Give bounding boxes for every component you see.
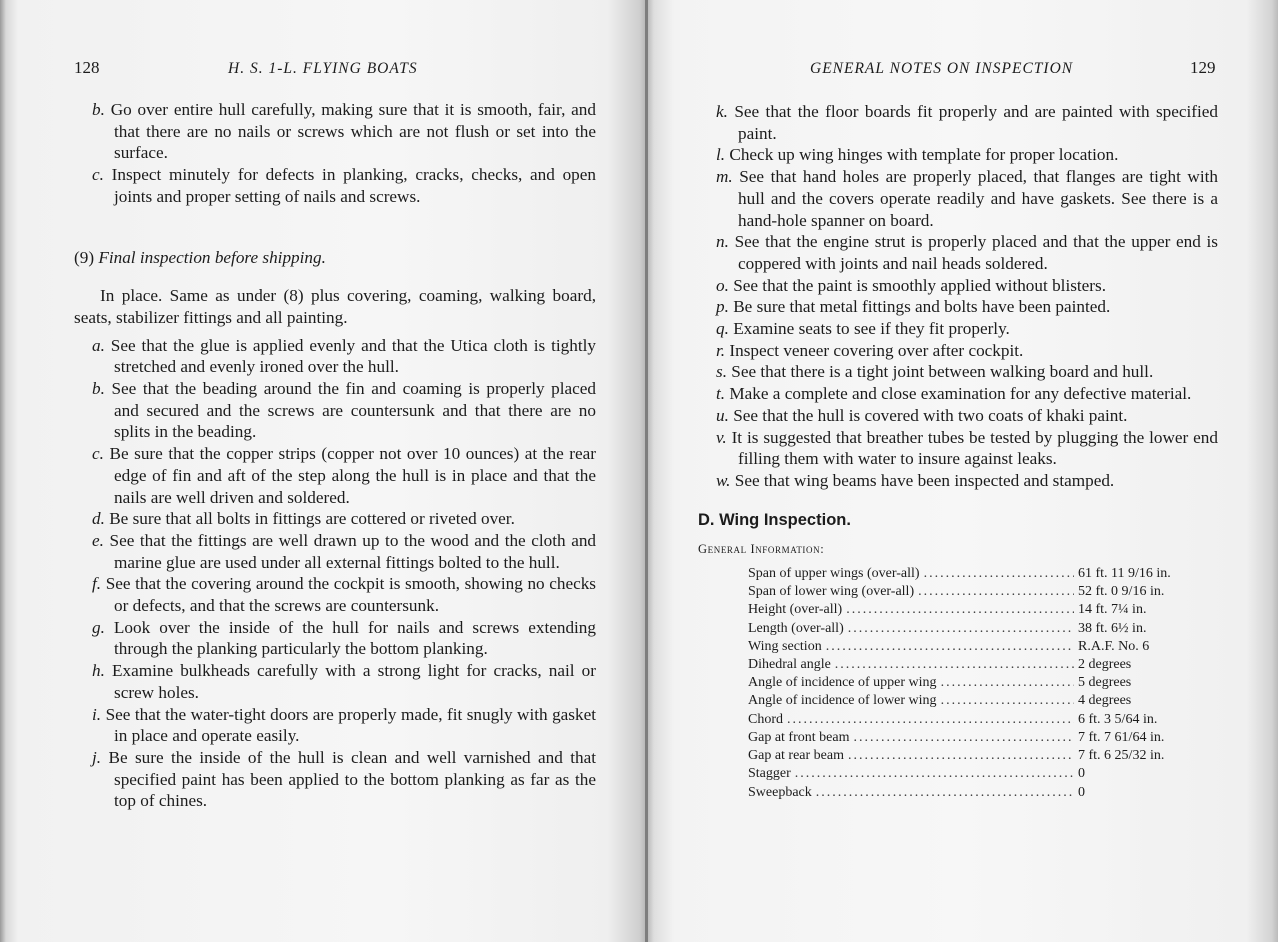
spec-label: Height (over-all) <box>748 602 843 618</box>
leader-dots <box>846 601 1074 619</box>
spec-label: Sweepback <box>748 784 812 800</box>
list-item: a. See that the glue is applied evenly and that the Utica cloth is tightly stretched and evenly ironed over the hull. <box>92 335 596 377</box>
list-item: u. See that the hull is covered with two coats of khaki paint. <box>716 405 1128 425</box>
spec-value: 6 ft. 3 5/64 in. <box>1078 711 1158 727</box>
leader-dots <box>816 784 1074 802</box>
right-running-title: GENERAL NOTES ON INSPECTION <box>810 60 1074 77</box>
list-item: n. See that the engine strut is properly placed and that the upper end is coppered with joints and nail heads soldered. <box>716 232 1218 273</box>
section-title: (9) Final inspection before shipping. <box>74 247 326 267</box>
spec-label: Chord <box>748 711 783 727</box>
spec-row <box>748 601 1178 619</box>
spec-value: 52 ft. 0 9/16 in. <box>1078 584 1165 600</box>
spec-label: Stagger <box>748 766 791 782</box>
spec-label: Span of lower wing (over-all) <box>748 584 915 600</box>
list-item: c. Inspect minutely for defects in planking, cracks, checks, and open joints and proper setting of nails and screws. <box>92 165 596 206</box>
right-page-number: 129 <box>1190 58 1216 77</box>
spec-label: Dihedral angle <box>748 657 831 673</box>
wing-spec-table <box>748 565 1178 802</box>
spec-value: 7 ft. 6 25/32 in. <box>1078 748 1165 764</box>
leader-dots <box>853 729 1074 747</box>
spec-label: Span of upper wings (over-all) <box>748 566 920 582</box>
leader-dots <box>941 674 1074 692</box>
list-item: b. Go over entire hull carefully, making sure that it is smooth, fair, and that there are no nails or screws which are not flush or set into the surface. <box>92 100 596 163</box>
list-item: m. See that hand holes are properly placed, that flanges are tight with hull and the covers operate readily and have gaskets. See there is a hand-hole spanner on board. <box>716 167 1218 230</box>
spec-value: 2 degrees <box>1078 657 1132 673</box>
spec-row <box>748 656 1178 674</box>
list-item: r. Inspect veneer covering over after cockpit. <box>716 340 1024 360</box>
left-page-number: 128 <box>74 58 100 77</box>
list-item: p. Be sure that metal fittings and bolts have been painted. <box>716 297 1111 317</box>
spec-row <box>748 784 1178 802</box>
list-item: v. It is suggested that breather tubes be tested by plugging the lower end filling them with water to insure against leaks. <box>716 427 1218 469</box>
spec-label: Gap at rear beam <box>748 748 844 764</box>
list-item: f. See that the covering around the cockpit is smooth, showing no checks or defects, and that the screws are countersunk. <box>92 574 596 616</box>
top-items <box>74 99 596 208</box>
spec-value: 14 ft. 7¼ in. <box>1078 602 1147 618</box>
inspection-list-continued <box>698 101 1218 492</box>
spec-value: 0 <box>1078 784 1085 800</box>
spec-value: 38 ft. 6½ in. <box>1078 620 1147 636</box>
leader-dots <box>848 620 1074 638</box>
left-page-body <box>74 99 596 812</box>
list-item: o. See that the paint is smoothly applied without blisters. <box>716 275 1107 295</box>
list-item: e. See that the fittings are well drawn up to the wood and the cloth and marine glue are used under all external fittings bolted to the hull. <box>92 530 597 572</box>
list-item: j. Be sure the inside of the hull is clean and well varnished and that specified paint has been applied to the bottom planking as far as the top of chines. <box>92 747 597 811</box>
leader-dots <box>941 692 1074 710</box>
leader-dots <box>924 565 1074 583</box>
list-item: h. Examine bulkheads carefully with a strong light for cracks, nail or screw holes. <box>92 661 597 702</box>
spec-label: Wing section <box>748 638 822 654</box>
spec-row <box>748 729 1178 747</box>
spec-row <box>748 565 1178 583</box>
list-item: t. Make a complete and close examination for any defective material. <box>716 384 1192 404</box>
left-running-title: H. S. 1-L. FLYING BOATS <box>228 60 418 77</box>
leader-dots <box>795 765 1074 783</box>
list-item: c. Be sure that the copper strips (copper not over 10 ounces) at the rear edge of fin and aft of the step along the hull is in place and that the nails are well driven and soldered. <box>92 444 596 507</box>
list-item: q. Examine seats to see if they fit properly. <box>716 319 1010 339</box>
intro-paragraph: In place. Same as under (8) plus covering, coaming, walking board, seats, stabilizer fittings and all painting. <box>74 286 596 327</box>
list-item: g. Look over the inside of the hull for nails and screws extending through the planking particularly the bottom planking. <box>92 617 596 659</box>
spec-value: 4 degrees <box>1078 693 1132 709</box>
spec-value: 7 ft. 7 61/64 in. <box>1078 729 1165 745</box>
list-item: d. Be sure that all bolts in fittings are cottered or riveted over. <box>92 509 515 529</box>
spec-value: 61 ft. 11 9/16 in. <box>1078 566 1171 582</box>
spec-row <box>748 583 1178 601</box>
spec-row <box>748 692 1178 710</box>
spec-label: Angle of incidence of upper wing <box>748 675 937 691</box>
right-page-body <box>698 101 1218 802</box>
list-item: l. Check up wing hinges with template for proper location. <box>716 145 1119 165</box>
leader-dots <box>787 711 1074 729</box>
spec-row <box>748 765 1178 783</box>
list-item: k. See that the floor boards fit properly and are painted with specified paint. <box>716 102 1218 143</box>
spec-value: R.A.F. No. 6 <box>1078 638 1150 654</box>
leader-dots <box>848 747 1074 765</box>
leader-dots <box>835 656 1074 674</box>
spec-row <box>748 620 1178 638</box>
spec-value: 0 <box>1078 766 1085 782</box>
subheading: General Information: <box>698 542 825 557</box>
list-item: s. See that there is a tight joint between walking board and hull. <box>716 362 1154 382</box>
list-item: b. See that the beading around the fin and coaming is properly placed and secured and the screws are countersunk and that there are no splits in the beading. <box>92 379 596 442</box>
spec-label: Angle of incidence of lower wing <box>748 693 937 709</box>
spec-value: 5 degrees <box>1078 675 1132 691</box>
spec-row <box>748 711 1178 729</box>
inspection-list <box>74 335 596 812</box>
list-item: w. See that wing beams have been inspected and stamped. <box>716 470 1115 490</box>
leader-dots <box>826 638 1074 656</box>
spec-label: Gap at front beam <box>748 729 850 745</box>
spec-row <box>748 747 1178 765</box>
list-item: i. See that the water-tight doors are properly made, fit snugly with gasket in place and operate easily. <box>92 704 596 746</box>
spec-row <box>748 674 1178 692</box>
spec-row <box>748 638 1178 656</box>
section-heading: D. Wing Inspection. <box>698 510 851 529</box>
right-page <box>648 0 1278 942</box>
spec-label: Length (over-all) <box>748 620 844 636</box>
leader-dots <box>918 583 1074 601</box>
